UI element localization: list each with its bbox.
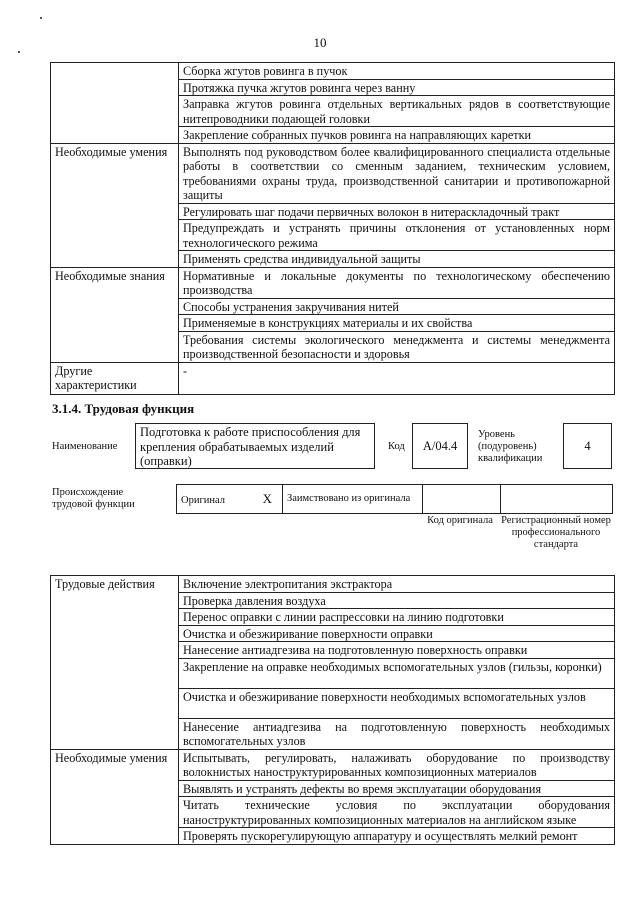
competency-table-continued (50, 62, 615, 395)
table-row (51, 267, 615, 298)
original-code-cell (423, 485, 501, 514)
list-item: Проверять пускорегулирующую аппаратуру и осуществлять мелкий ремонт (179, 828, 615, 845)
table-row (51, 362, 615, 394)
function-code: A/04.4 (422, 438, 458, 453)
origin-label: Происхождение трудовой функции (52, 487, 135, 510)
row-header: Трудовые действия (51, 576, 179, 750)
list-item: Сборка жгутов ровинга в пучок (179, 63, 615, 80)
table-row (51, 63, 615, 80)
list-item: Предупреждать и устранять причины отклонения от установленных норм технологического режима (179, 220, 615, 251)
list-item: Включение электропитания экстрактора (179, 576, 615, 593)
origin-table (176, 484, 613, 514)
level-box (563, 423, 612, 469)
table-row (51, 143, 615, 203)
original-label: Оригинал (181, 494, 225, 506)
section-title: 3.1.4. Трудовая функция (52, 401, 195, 416)
borrowed-label: Заимствовано из оригинала (283, 485, 423, 514)
row-header: Необходимые умения (51, 749, 179, 844)
function-name: Подготовка к работе приспособления для крепления обрабатываемых изделий (оправки) (140, 425, 361, 468)
list-item: Проверка давления воздуха (179, 592, 615, 609)
list-item: - (179, 362, 615, 394)
code-label: Код (388, 441, 405, 452)
list-item: Испытывать, регулировать, налаживать оборудование по производству волокнистых наноструктурированных композиционных материалов (179, 749, 615, 780)
list-item: Применяемые в конструкциях материалы и их свойства (179, 315, 615, 332)
list-item: Нанесение антиадгезива на подготовленную поверхность необходимых вспомогательных узлов (179, 718, 615, 749)
table-row (51, 576, 615, 593)
scan-speck (18, 51, 20, 53)
list-item: Заправка жгутов ровинга отдельных вертикальных рядов в соответствующие нитепроводники подающей головки (179, 96, 615, 127)
list-item: Очистка и обезжиривание поверхности оправки (179, 625, 615, 642)
row-header: Другие характеристики (51, 362, 179, 394)
row-header: Необходимые знания (51, 267, 179, 362)
registration-caption: Регистрационный номер профессионального стандарта (501, 515, 611, 550)
list-item: Способы устранения закручивания нитей (179, 298, 615, 315)
list-item: Регулировать шаг подачи первичных волокон в нитераскладочный тракт (179, 203, 615, 220)
row-header (51, 63, 179, 144)
list-item: Читать технические условия по эксплуатации оборудования наноструктурированных композиционных материалов на английском языке (179, 797, 615, 828)
original-mark: X (262, 490, 272, 506)
list-item: Протяжка пучка жгутов ровинга через ванну (179, 79, 615, 96)
row-header: Необходимые умения (51, 143, 179, 267)
scan-speck (40, 17, 42, 19)
registration-cell (501, 485, 613, 514)
list-item: Закрепление на оправке необходимых вспомогательных узлов (гильзы, коронки) (179, 658, 615, 688)
name-label: Наименование (52, 441, 118, 452)
list-item: Выявлять и устранять дефекты во время эксплуатации оборудования (179, 780, 615, 797)
list-item: Требования системы экологического менеджмента и системы менеджмента производственной безопасности и здоровья (179, 331, 615, 362)
labor-function-table (50, 575, 615, 845)
level-value: 4 (584, 438, 591, 453)
code-original-caption: Код оригинала (427, 515, 493, 526)
page-number: 10 (313, 35, 327, 50)
list-item: Очистка и обезжиривание поверхности необходимых вспомогательных узлов (179, 688, 615, 718)
function-name-box (135, 423, 375, 469)
list-item: Применять средства индивидуальной защиты (179, 251, 615, 268)
list-item: Нанесение антиадгезива на подготовленную поверхность оправки (179, 642, 615, 659)
list-item: Закрепление собранных пучков ровинга на направляющих каретки (179, 127, 615, 144)
list-item: Нормативные и локальные документы по технологическому обеспечению производства (179, 267, 615, 298)
level-label: Уровень (подуровень) квалификации (478, 429, 543, 464)
original-cell (177, 485, 283, 514)
function-code-box (412, 423, 468, 469)
table-row (51, 749, 615, 780)
list-item: Выполнять под руководством более квалифицированного специалиста отдельные работы в соответствии со сменным заданием, техническим условием, требованиями охраны труда, производственной санитарии и противопожарной защиты (179, 143, 615, 203)
list-item: Перенос оправки с линии распрессовки на линию подготовки (179, 609, 615, 626)
